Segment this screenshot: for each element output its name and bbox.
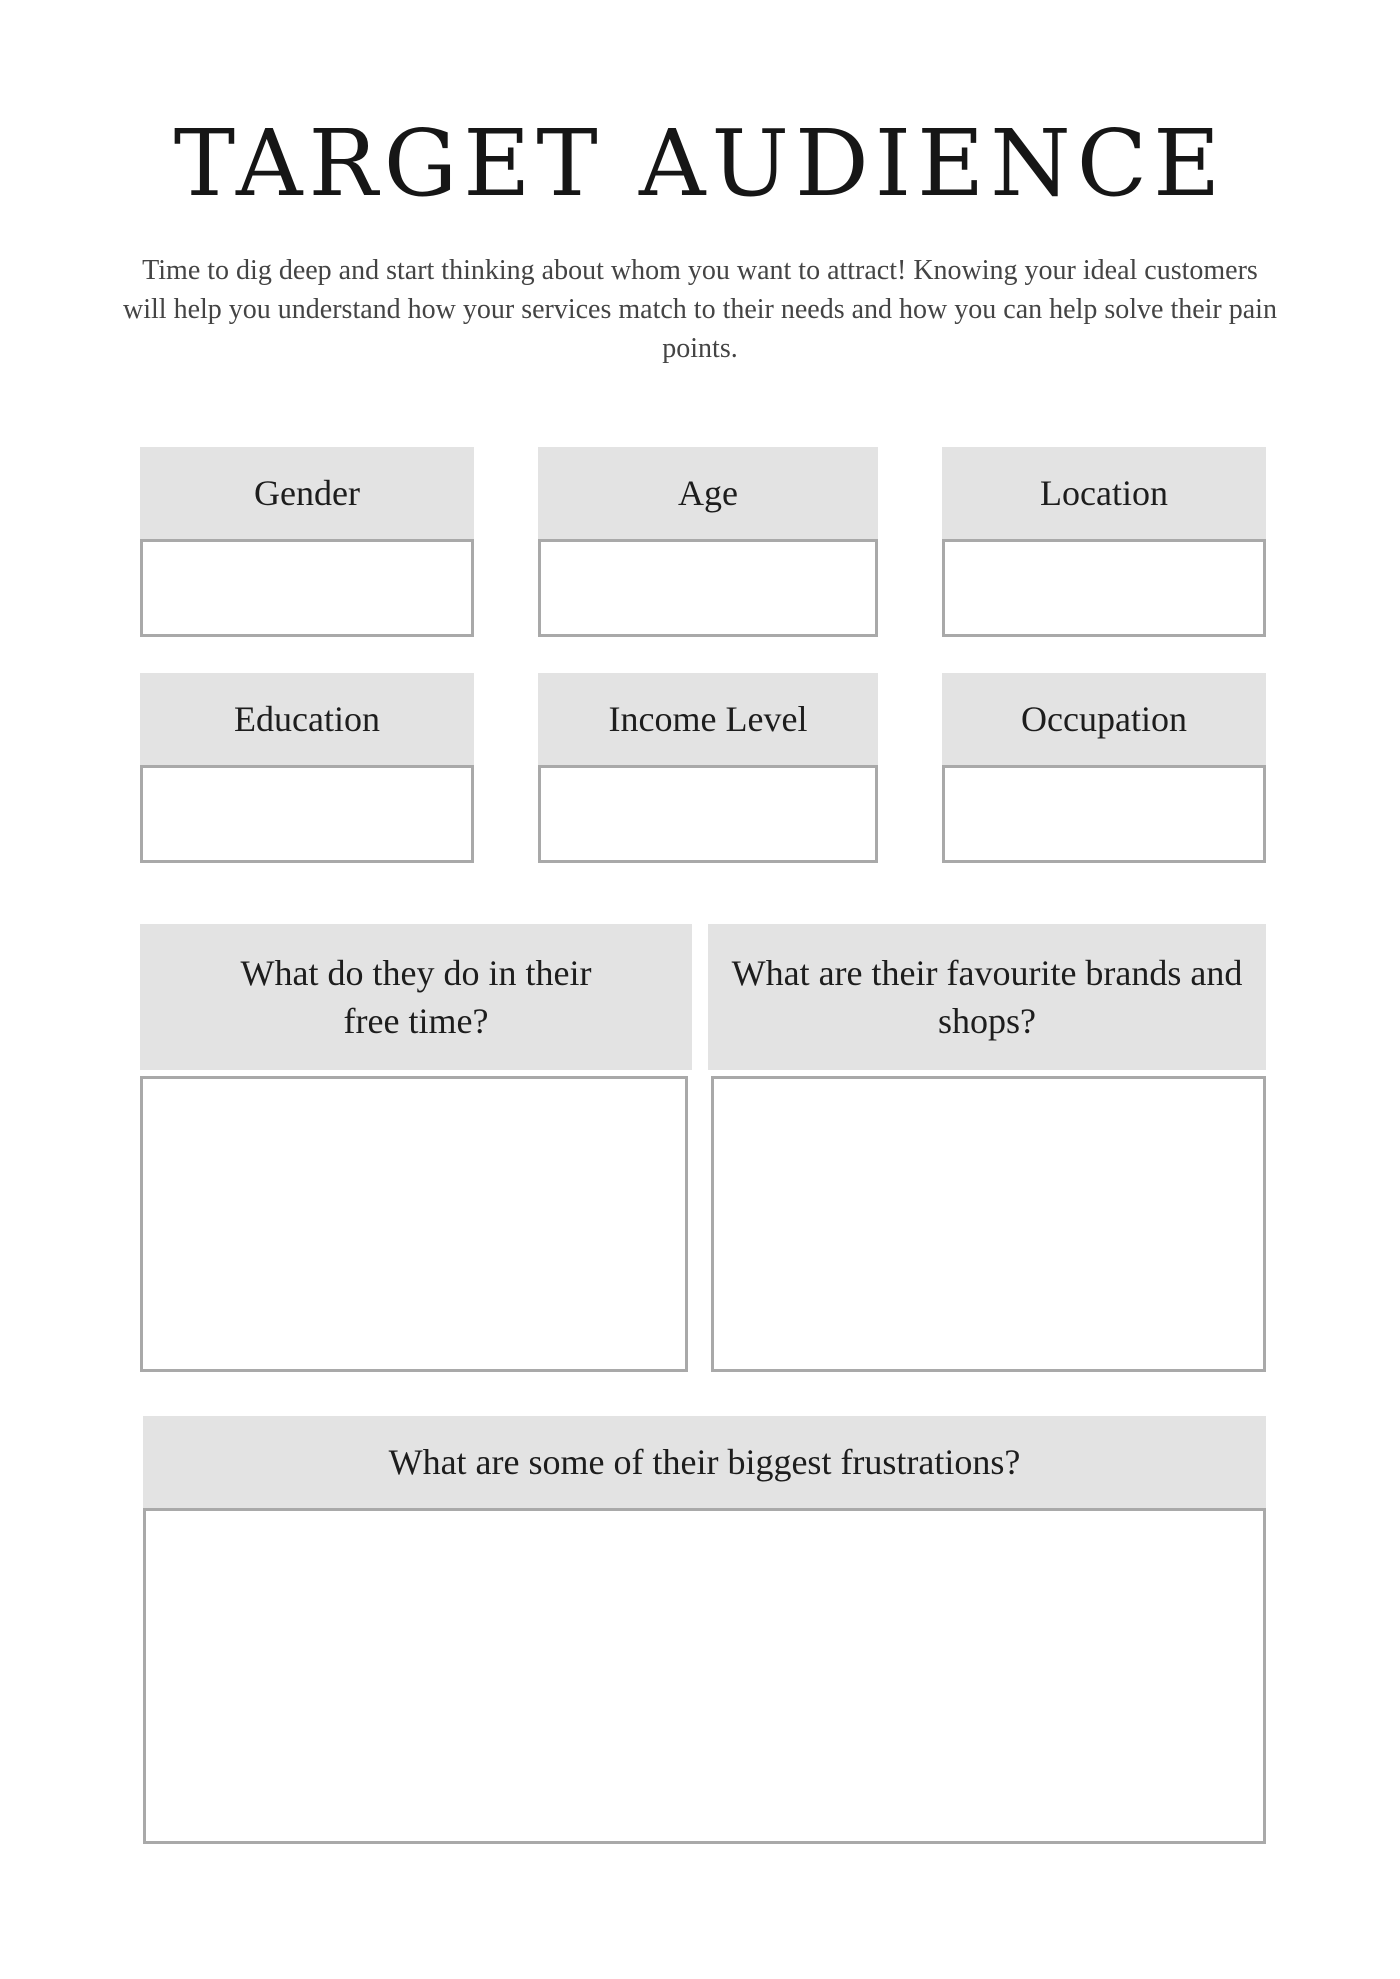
gender-input[interactable] [140,539,474,637]
favourite-brands-field [708,924,1266,1372]
free-time-field [140,924,692,1372]
income-level-label: Income Level [538,673,878,765]
education-label: Education [140,673,474,765]
age-input[interactable] [538,539,878,637]
education-field [140,673,474,863]
occupation-input[interactable] [942,765,1266,863]
intro-text: Time to dig deep and start thinking about whom you want to attract! Knowing your ideal customers will help you understand how your services match to their needs and how you can help solve their pain points. [123,255,1277,364]
frustrations-label: What are some of their biggest frustrations? [143,1416,1266,1508]
income-level-field [538,673,878,863]
free-time-input[interactable] [140,1076,688,1372]
page-title: TARGET AUDIENCE [173,110,1227,217]
location-field [942,447,1266,637]
location-input[interactable] [942,539,1266,637]
occupation-field [942,673,1266,863]
frustrations-field [143,1416,1266,1844]
free-time-label: What do they do in their free time? [140,924,692,1070]
occupation-label: Occupation [942,673,1266,765]
gender-field [140,447,474,637]
favourite-brands-label: What are their favourite brands and shops? [708,924,1266,1070]
gender-label: Gender [140,447,474,539]
age-field [538,447,878,637]
income-level-input[interactable] [538,765,878,863]
favourite-brands-input[interactable] [711,1076,1266,1372]
location-label: Location [942,447,1266,539]
age-label: Age [538,447,878,539]
frustrations-input[interactable] [143,1508,1266,1844]
education-input[interactable] [140,765,474,863]
